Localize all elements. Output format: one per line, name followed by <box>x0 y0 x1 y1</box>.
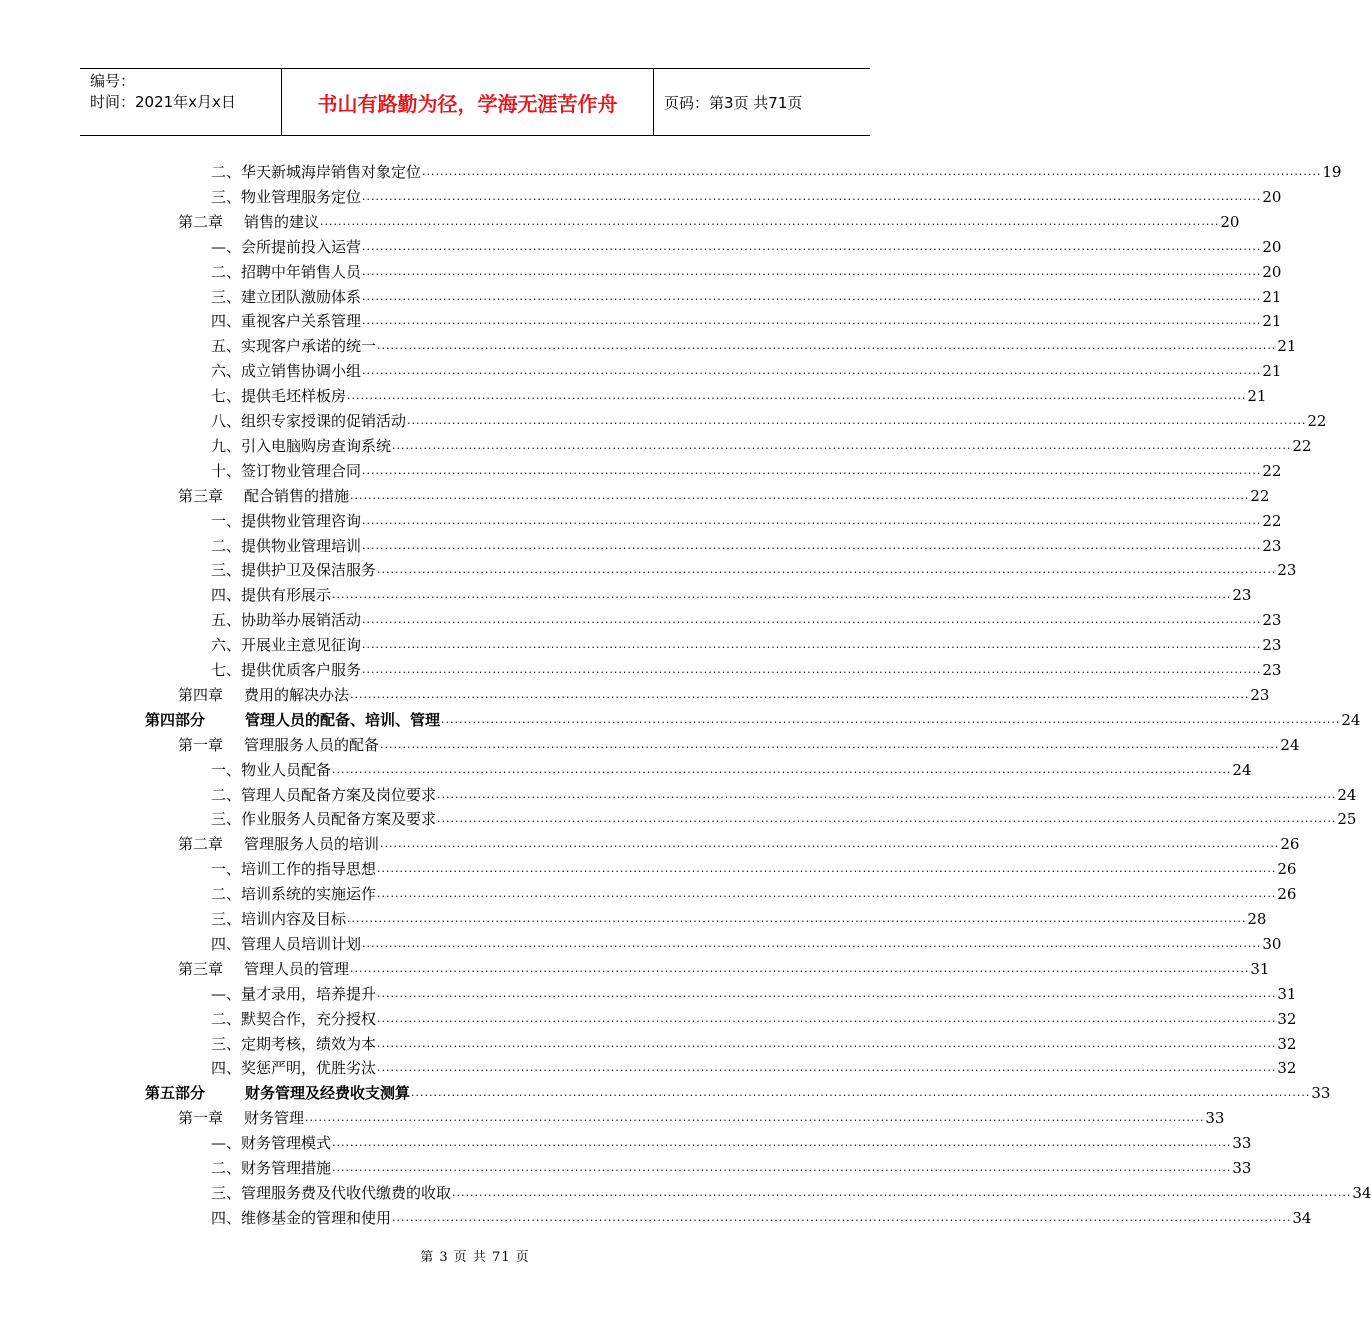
toc-entry-title <box>211 162 421 182</box>
toc-entry-title <box>211 536 361 556</box>
toc-leader-dots: ........................................................................................................................................................................................................ <box>350 488 1250 502</box>
toc-entry-title <box>211 237 361 257</box>
toc-entry-title <box>211 1009 376 1029</box>
toc-entry[interactable] <box>211 1030 1297 1054</box>
toc-page-number: 24 <box>1341 710 1361 729</box>
toc-entry-text: 二、默契合作，充分授权 <box>211 1009 377 1028</box>
toc-entry-text: —、量才录用，培养提升 <box>211 984 377 1003</box>
toc-entry-title <box>178 735 379 755</box>
toc-entry-title <box>211 585 331 605</box>
toc-entry-title <box>211 187 361 207</box>
toc-entry-label: 第二章 <box>178 212 224 231</box>
toc-page-number: 22 <box>1307 412 1327 430</box>
toc-leader-dots: ........................................................................................................................................................................................................ <box>392 438 1292 452</box>
toc-leader-dots: ........................................................................................................................................................................................................ <box>422 165 1322 178</box>
toc-page-number: 26 <box>1277 860 1297 879</box>
toc-leader-dots: ........................................................................................................................................................................................................ <box>332 1136 1232 1150</box>
toc-entry[interactable] <box>178 482 1270 506</box>
header-page-info: 页码：第3页 共71页 <box>664 93 803 112</box>
toc-entry[interactable] <box>211 283 1282 307</box>
toc-page-number: 20 <box>1262 262 1282 281</box>
toc-leader-dots: ........................................................................................................................................................................................................ <box>377 339 1277 353</box>
toc-leader-dots: ........................................................................................................................................................................................................ <box>377 563 1277 577</box>
toc-entry-title <box>211 635 361 655</box>
toc-entry[interactable] <box>211 407 1327 431</box>
toc-entry-title <box>211 436 391 456</box>
toc-entry-title <box>178 959 349 979</box>
toc-leader-dots: ........................................................................................................................................................................................................ <box>362 538 1262 552</box>
toc-page-number: 20 <box>1262 237 1282 256</box>
toc-entry[interactable] <box>211 980 1297 1004</box>
toc-leader-dots: ........................................................................................................................................................................................................ <box>362 189 1262 203</box>
toc-page-number: 21 <box>1247 387 1267 406</box>
toc-entry-text: 五、协助举办展销活动 <box>211 611 362 630</box>
toc-page-number: 23 <box>1262 661 1282 679</box>
toc-entry-text: —、会所提前投入运营 <box>211 237 362 256</box>
toc-entry-title <box>211 461 361 481</box>
toc-leader-dots: ........................................................................................................................................................................................................ <box>305 1111 1205 1125</box>
toc-page-number: 33 <box>1232 1134 1252 1153</box>
toc-entry[interactable] <box>178 681 1270 705</box>
toc-page-number: 24 <box>1337 785 1357 804</box>
toc-leader-dots: ........................................................................................................................................................................................................ <box>437 812 1337 826</box>
toc-entry[interactable] <box>211 382 1267 406</box>
toc-page-number: 28 <box>1247 910 1267 928</box>
toc-page-number: 33 <box>1311 1084 1331 1103</box>
toc-leader-dots: ........................................................................................................................................................................................................ <box>347 389 1247 403</box>
toc-page-number: 23 <box>1262 536 1282 555</box>
toc-entry-label: 第一章 <box>178 735 224 754</box>
toc-page-number: 33 <box>1205 1109 1225 1128</box>
toc-entry-text: 管理服务人员的配备 <box>244 735 380 754</box>
toc-leader-dots: ........................................................................................................................................................................................................ <box>332 1161 1232 1174</box>
toc-entry-text: 二、提供物业管理培训 <box>211 536 362 555</box>
toc-entry-text: 十、签订物业管理合同 <box>211 461 362 480</box>
toc-entry-title <box>211 884 376 904</box>
toc-page-number: 23 <box>1250 685 1270 704</box>
toc-entry-title <box>211 1034 376 1054</box>
toc-leader-dots: ........................................................................................................................................................................................................ <box>377 887 1277 901</box>
toc-page-number: 23 <box>1262 611 1282 630</box>
toc-leader-dots: ........................................................................................................................................................................................................ <box>362 314 1262 328</box>
toc-entry-title <box>178 834 379 854</box>
toc-entry-title <box>178 212 319 232</box>
toc-entry-title <box>178 1108 304 1128</box>
toc-entry-label: 第四章 <box>178 685 224 704</box>
toc-entry-text: 三、物业管理服务定位 <box>211 187 362 206</box>
toc-page-number: 22 <box>1250 486 1270 505</box>
toc-page-number: 23 <box>1277 561 1297 580</box>
toc-leader-dots: ........................................................................................................................................................................................................ <box>407 414 1307 427</box>
toc-entry-text: 管理服务人员的培训 <box>244 835 380 854</box>
page-footer: 第 3 页 共 71 页 <box>420 1250 530 1265</box>
toc-entry[interactable] <box>211 930 1282 954</box>
toc-entry-text: 财务管理 <box>244 1109 305 1128</box>
toc-entry-text: 二、华天新城海岸销售对象定位 <box>211 163 422 181</box>
toc-entry-title <box>211 262 361 282</box>
toc-entry-title <box>211 1058 376 1078</box>
toc-page-number: 19 <box>1322 163 1342 181</box>
time-label: 时间：2021年x月x日 <box>90 93 236 111</box>
toc-entry-text: 四、重视客户关系管理 <box>211 312 362 331</box>
toc-entry-text: 四、奖惩严明，优胜劣汰 <box>211 1059 377 1078</box>
toc-leader-dots: ........................................................................................................................................................................................................ <box>362 663 1262 676</box>
toc-entry[interactable] <box>178 830 1300 854</box>
toc-leader-dots: ........................................................................................................................................................................................................ <box>362 463 1262 477</box>
toc-entry-text: 七、提供毛坯样板房 <box>211 387 347 406</box>
toc-entry[interactable] <box>178 955 1270 979</box>
toc-entry-text: 八、组织专家授课的促销活动 <box>211 412 407 430</box>
toc-entry-title <box>211 809 436 829</box>
toc-entry-label: 第三章 <box>178 486 224 505</box>
toc-entry[interactable] <box>211 905 1267 929</box>
toc-entry[interactable] <box>145 706 1361 730</box>
toc-leader-dots: ........................................................................................................................................................................................................ <box>377 1061 1277 1075</box>
toc-entry-title <box>211 934 361 954</box>
toc-leader-dots: ........................................................................................................................................................................................................ <box>377 1011 1277 1025</box>
toc-leader-dots: ........................................................................................................................................................................................................ <box>380 737 1280 751</box>
toc-page-number: 31 <box>1250 959 1270 978</box>
toc-leader-dots: ........................................................................................................................................................................................................ <box>437 787 1337 801</box>
toc-entry-text: 销售的建议 <box>244 212 320 231</box>
toc-entry-title <box>211 1208 391 1228</box>
toc-entry-text: 三、定期考核，绩效为本 <box>211 1034 377 1053</box>
toc-entry-title <box>145 710 440 730</box>
toc-page-number: 34 <box>1352 1183 1371 1202</box>
number-label: 编号： <box>90 72 136 90</box>
toc-entry-text: 七、提供优质客户服务 <box>211 661 362 679</box>
toc-leader-dots: ........................................................................................................................................................................................................ <box>362 364 1262 378</box>
toc-entry[interactable] <box>211 507 1282 531</box>
toc-entry-text: 一、物业人员配备 <box>211 760 332 779</box>
toc-entry-title <box>211 1183 451 1203</box>
toc-entry[interactable] <box>211 781 1357 805</box>
toc-page-number: 21 <box>1262 287 1282 306</box>
toc-entry-title <box>211 411 406 431</box>
toc-leader-dots: ........................................................................................................................................................................................................ <box>452 1185 1352 1199</box>
toc-entry[interactable] <box>211 880 1297 904</box>
toc-leader-dots: ........................................................................................................................................................................................................ <box>332 588 1232 602</box>
toc-page-number: 30 <box>1262 934 1282 953</box>
toc-page-number: 23 <box>1262 636 1282 655</box>
toc-entry-title <box>211 660 361 680</box>
toc-entry-title <box>211 760 331 780</box>
toc-leader-dots: ........................................................................................................................................................................................................ <box>362 264 1262 278</box>
toc-entry[interactable] <box>211 1005 1297 1029</box>
toc-entry[interactable] <box>211 656 1282 680</box>
toc-entry[interactable] <box>178 208 1240 232</box>
toc-entry[interactable] <box>178 731 1300 755</box>
toc-entry-title <box>211 336 376 356</box>
toc-entry[interactable] <box>211 1179 1371 1203</box>
toc-entry-text: 二、培训系统的实施运作 <box>211 885 377 904</box>
toc-leader-dots: ........................................................................................................................................................................................................ <box>377 986 1277 1000</box>
toc-entry-title <box>211 859 376 879</box>
toc-page-number: 24 <box>1280 735 1300 754</box>
toc-entry[interactable] <box>211 233 1282 257</box>
toc-leader-dots: ........................................................................................................................................................................................................ <box>362 239 1262 253</box>
toc-page-number: 33 <box>1232 1159 1252 1177</box>
toc-page-number: 34 <box>1292 1208 1312 1227</box>
toc-entry-label: 第四部分 <box>145 710 206 729</box>
toc-entry[interactable] <box>211 805 1357 829</box>
toc-entry-text: 六、成立销售协调小组 <box>211 362 362 381</box>
toc-entry[interactable] <box>211 158 1342 182</box>
toc-entry[interactable] <box>211 357 1282 381</box>
toc-page-number: 32 <box>1277 1059 1297 1078</box>
toc-entry[interactable] <box>145 1079 1331 1103</box>
toc-entry-text: 九、引入电脑购房查询系统 <box>211 436 392 455</box>
toc-entry-text: —、财务管理模式 <box>211 1134 332 1153</box>
toc-entry-title <box>211 1158 331 1178</box>
toc-entry-label: 第五部分 <box>145 1084 206 1103</box>
toc-entry-title <box>211 287 361 307</box>
toc-entry-title <box>211 909 346 929</box>
toc-entry-title <box>145 1083 410 1103</box>
toc-entry-text: 四、提供有形展示 <box>211 586 332 605</box>
toc-page-number: 22 <box>1262 511 1282 530</box>
toc-entry[interactable] <box>211 432 1312 456</box>
toc-entry[interactable] <box>211 756 1252 780</box>
toc-leader-dots: ........................................................................................................................................................................................................ <box>362 613 1262 627</box>
toc-entry[interactable] <box>211 581 1252 605</box>
toc-entry[interactable] <box>211 532 1282 556</box>
toc-page-number: 23 <box>1232 586 1252 605</box>
toc-leader-dots: ........................................................................................................................................................................................................ <box>377 862 1277 876</box>
toc-entry[interactable] <box>211 1129 1252 1153</box>
toc-page-number: 22 <box>1292 436 1312 455</box>
toc-leader-dots: ........................................................................................................................................................................................................ <box>332 762 1232 776</box>
toc-entry-title <box>211 1133 331 1153</box>
toc-entry-title <box>178 486 349 506</box>
toc-entry-text: 四、管理人员培训计划 <box>211 934 362 953</box>
toc-entry[interactable] <box>211 1154 1252 1178</box>
toc-entry[interactable] <box>211 332 1297 356</box>
toc-entry-label: 第二章 <box>178 835 224 854</box>
toc-entry-title <box>211 361 361 381</box>
toc-entry-text: 财务管理及经费收支测算 <box>245 1084 411 1103</box>
toc-leader-dots: ........................................................................................................................................................................................................ <box>362 638 1262 652</box>
toc-entry[interactable] <box>211 855 1297 879</box>
toc-entry-text: 二、管理人员配备方案及岗位要求 <box>211 785 437 804</box>
toc-entry-text: 三、提供护卫及保洁服务 <box>211 561 377 580</box>
toc-entry[interactable] <box>211 457 1282 481</box>
toc-page-number: 26 <box>1280 835 1300 854</box>
toc-entry-text: 五、实现客户承诺的统一 <box>211 337 377 356</box>
toc-leader-dots: ........................................................................................................................................................................................................ <box>350 961 1250 975</box>
toc-entry-title <box>211 984 376 1004</box>
toc-page-number: 21 <box>1262 312 1282 331</box>
toc-leader-dots: ........................................................................................................................................................................................................ <box>380 837 1280 851</box>
toc-leader-dots: ........................................................................................................................................................................................................ <box>320 214 1220 228</box>
toc-page-number: 21 <box>1277 337 1297 356</box>
toc-entry-title <box>211 785 436 805</box>
toc-leader-dots: ........................................................................................................................................................................................................ <box>441 712 1341 726</box>
toc-entry-title <box>211 511 361 531</box>
toc-entry-text: 六、开展业主意见征询 <box>211 636 362 655</box>
toc-leader-dots: ........................................................................................................................................................................................................ <box>377 1036 1277 1050</box>
toc-entry[interactable] <box>211 307 1282 331</box>
toc-entry-text: 一、培训工作的指导思想 <box>211 860 377 879</box>
toc-entry[interactable] <box>211 556 1297 580</box>
toc-entry-title <box>211 610 361 630</box>
toc-page-number: 24 <box>1232 760 1252 779</box>
header-meta <box>80 69 282 135</box>
toc-entry-label: 第三章 <box>178 959 224 978</box>
page-header <box>80 68 870 136</box>
toc-page-number: 26 <box>1277 885 1297 904</box>
toc-entry-title <box>178 685 349 705</box>
toc-entry-label: 第一章 <box>178 1109 224 1128</box>
toc-page-number: 22 <box>1262 461 1282 480</box>
toc-entry[interactable] <box>211 631 1282 655</box>
toc-page-number: 20 <box>1220 212 1240 231</box>
toc-entry-text: 一、提供物业管理咨询 <box>211 511 362 530</box>
toc-leader-dots: ........................................................................................................................................................................................................ <box>392 1210 1292 1224</box>
toc-entry-text: 三、管理服务费及代收代缴费的收取 <box>211 1183 452 1202</box>
toc-leader-dots: ........................................................................................................................................................................................................ <box>362 936 1262 950</box>
toc-entry[interactable] <box>211 183 1282 207</box>
toc-entry[interactable] <box>211 258 1282 282</box>
toc-entry-text: 配合销售的措施 <box>244 486 350 505</box>
toc-entry-text: 费用的解决办法 <box>244 685 350 704</box>
toc-entry-text: 管理人员的管理 <box>244 959 350 978</box>
toc-leader-dots: ........................................................................................................................................................................................................ <box>411 1086 1311 1100</box>
toc-leader-dots: ........................................................................................................................................................................................................ <box>347 912 1247 925</box>
toc-leader-dots: ........................................................................................................................................................................................................ <box>362 289 1262 303</box>
toc-entry[interactable] <box>178 1104 1225 1128</box>
toc-leader-dots: ........................................................................................................................................................................................................ <box>362 513 1262 527</box>
toc-page-number: 21 <box>1262 362 1282 381</box>
toc-entry-title <box>211 386 346 406</box>
toc-entry[interactable] <box>211 606 1282 630</box>
toc-page-number: 20 <box>1262 187 1282 206</box>
toc-entry[interactable] <box>211 1054 1297 1078</box>
toc-page-number: 32 <box>1277 1009 1297 1028</box>
toc-entry-title <box>211 560 376 580</box>
toc-leader-dots: ........................................................................................................................................................................................................ <box>350 687 1250 701</box>
toc-entry-text: 二、财务管理措施 <box>211 1159 332 1177</box>
toc-entry[interactable] <box>211 1204 1312 1228</box>
toc-entry-text: 三、作业服务人员配备方案及要求 <box>211 810 437 829</box>
header-motto: 书山有路勤为径，学海无涯苦作舟 <box>282 69 654 135</box>
toc-entry-text: 管理人员的配备、培训、管理 <box>245 710 441 729</box>
toc-entry-text: 四、维修基金的管理和使用 <box>211 1208 392 1227</box>
toc-page-number: 25 <box>1337 810 1357 829</box>
toc-entry-text: 三、培训内容及目标 <box>211 910 347 928</box>
toc-page-number: 32 <box>1277 1034 1297 1053</box>
toc-page-number: 31 <box>1277 984 1297 1003</box>
toc-entry-text: 三、建立团队激励体系 <box>211 287 362 306</box>
toc-entry-title <box>211 311 361 331</box>
toc-entry-text: 二、招聘中年销售人员 <box>211 262 362 281</box>
